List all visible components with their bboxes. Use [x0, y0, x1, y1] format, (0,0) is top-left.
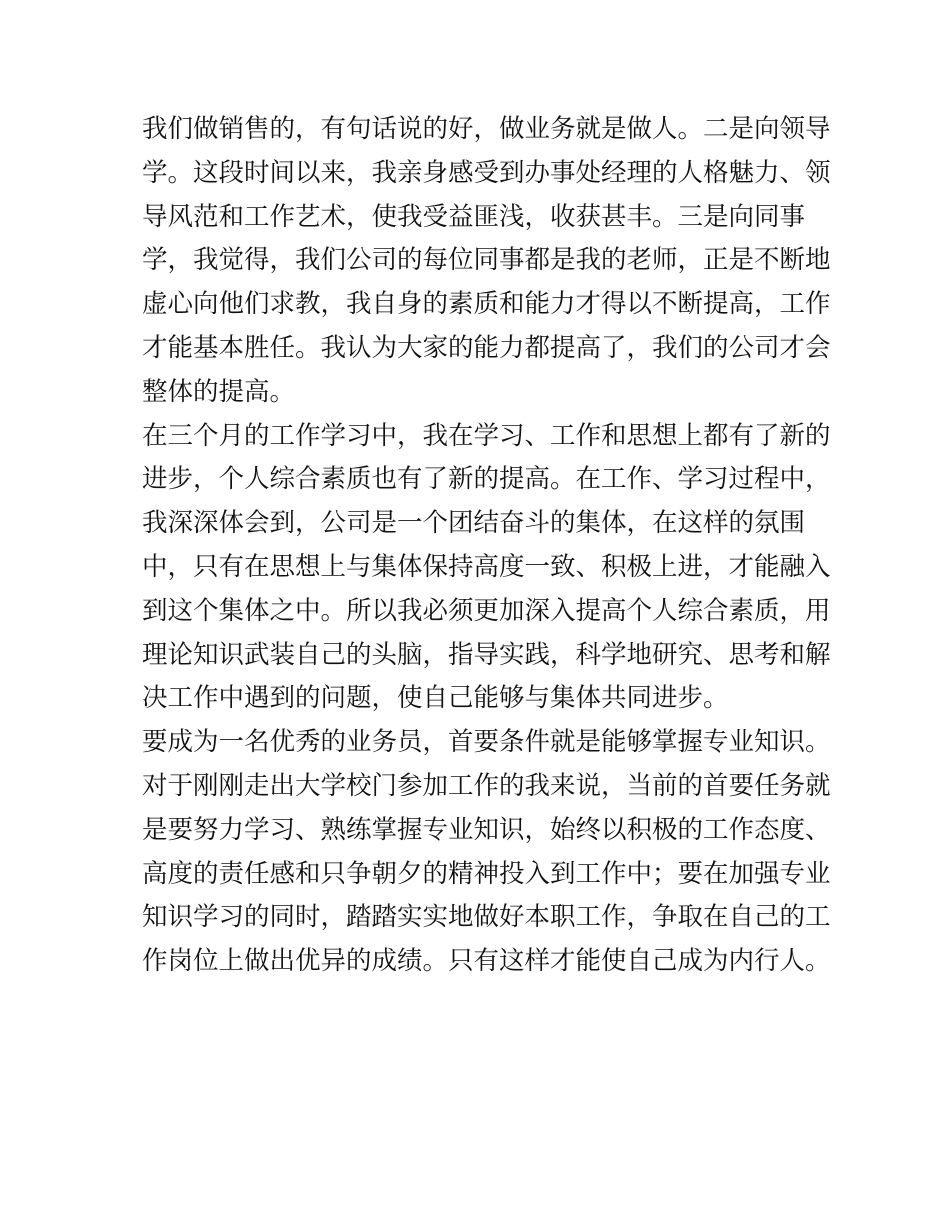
text-line: 我深深体会到，公司是一个团结奋斗的集体，在这样的氛围 [142, 508, 806, 539]
text-line: 作岗位上做出优异的成绩。只有这样才能使自己成为内行人。 [142, 946, 831, 977]
text-line: 中，只有在思想上与集体保持高度一致、积极上进，才能融入 [142, 551, 831, 582]
text-line: 才能基本胜任。我认为大家的能力都提高了，我们的公司才会 [142, 332, 831, 363]
text-line: 是要努力学习、熟练掌握专业知识，始终以积极的工作态度、 [142, 814, 831, 845]
text-line: 学。这段时间以来，我亲身感受到办事处经理的人格魅力、领 [142, 157, 831, 188]
text-line: 要成为一名优秀的业务员，首要条件就是能够掌握专业知识。 [142, 727, 831, 758]
text-line: 高度的责任感和只争朝夕的精神投入到工作中；要在加强专业 [142, 858, 831, 889]
text-line: 导风范和工作艺术，使我受益匪浅，收获甚丰。三是向同事 [142, 201, 806, 232]
text-line: 学，我觉得，我们公司的每位同事都是我的老师，正是不断地 [142, 245, 831, 276]
text-line: 决工作中遇到的问题，使自己能够与集体共同进步。 [142, 683, 729, 714]
text-line: 进步，个人综合素质也有了新的提高。在工作、学习过程中， [142, 464, 831, 495]
text-line: 整体的提高。 [142, 376, 296, 407]
text-line: 知识学习的同时，踏踏实实地做好本职工作，争取在自己的工 [142, 902, 831, 933]
text-line: 虚心向他们求教，我自身的素质和能力才得以不断提高，工作 [142, 289, 831, 320]
document-body [142, 108, 831, 984]
text-line: 理论知识武装自己的头脑，指导实践，科学地研究、思考和解 [142, 639, 831, 670]
text-line: 到这个集体之中。所以我必须更加深入提高个人综合素质，用 [142, 595, 831, 626]
text-line: 我们做销售的，有句话说的好，做业务就是做人。二是向领导 [142, 114, 831, 144]
text-line: 对于刚刚走出大学校门参加工作的我来说，当前的首要任务就 [142, 770, 831, 801]
text-line: 在三个月的工作学习中，我在学习、工作和思想上都有了新的 [142, 420, 831, 451]
